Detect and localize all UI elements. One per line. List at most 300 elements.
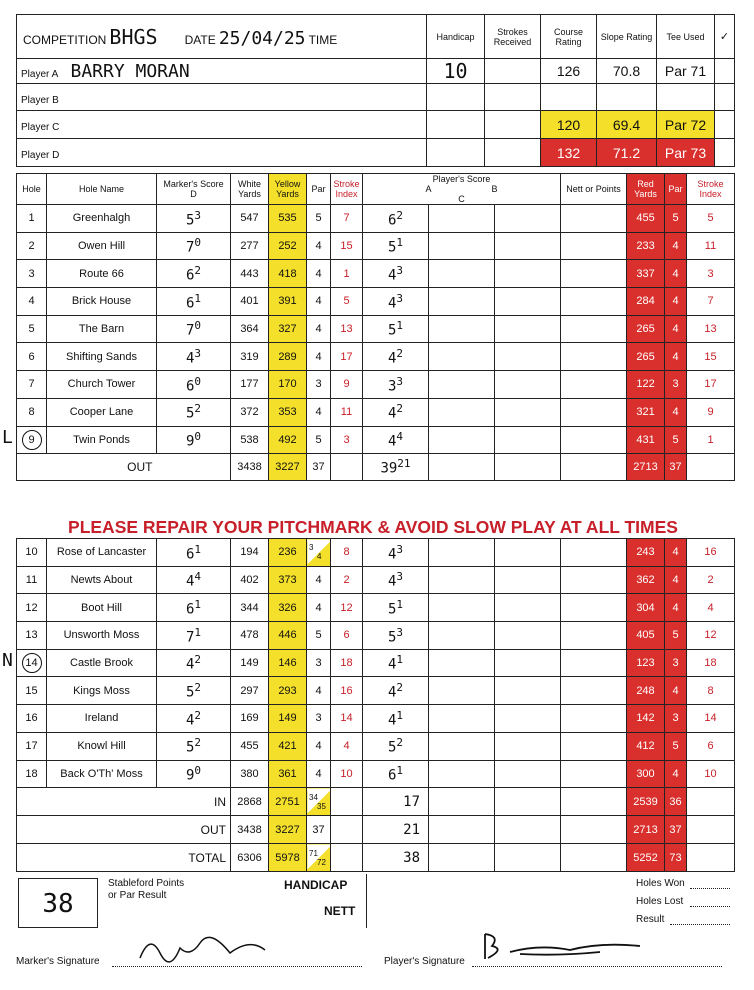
player-a-score-cell[interactable] <box>363 760 429 788</box>
marker-score-cell[interactable] <box>157 705 231 733</box>
handicap-nett-box[interactable] <box>366 874 596 928</box>
player-name-cell[interactable] <box>17 59 427 84</box>
player-b-score[interactable] <box>429 371 495 399</box>
white-yards: 372 <box>231 398 269 426</box>
hole-number-cell <box>17 594 47 622</box>
stroke-index: 1 <box>331 260 363 288</box>
yellow-yards: 326 <box>269 594 307 622</box>
player-c-score[interactable] <box>495 622 561 650</box>
hole-number-cell <box>17 205 47 233</box>
white-yards: 402 <box>231 566 269 594</box>
out-a <box>363 454 429 481</box>
hole-row <box>17 288 735 316</box>
front-nine-rows <box>17 205 735 454</box>
red-par: 4 <box>665 343 687 371</box>
total-b[interactable] <box>429 844 495 872</box>
player-b-score[interactable] <box>429 649 495 677</box>
holes-won-label: Holes Won <box>636 878 685 889</box>
col-a-label: A <box>425 184 432 194</box>
marker-score: 5 <box>185 739 195 756</box>
out-c <box>495 454 561 481</box>
nett-points[interactable] <box>561 760 627 788</box>
totals-rows <box>17 788 735 872</box>
player-a-score-cell[interactable] <box>363 539 429 567</box>
marker-score-cell[interactable] <box>157 315 231 343</box>
marker-score-cell[interactable] <box>157 649 231 677</box>
hole-name-header: Hole Name <box>47 174 157 205</box>
marker-points: 2 <box>194 736 202 750</box>
player-a-points: 3 <box>396 625 404 639</box>
players-score-header <box>363 174 561 205</box>
tee-par: Par 73 <box>657 139 715 167</box>
hole-par: 4 <box>307 398 331 426</box>
player-b-score[interactable] <box>429 705 495 733</box>
red-stroke-index: 6 <box>687 732 735 760</box>
player-b-score[interactable] <box>429 760 495 788</box>
red-stroke-index: 3 <box>687 260 735 288</box>
nett-points[interactable] <box>561 343 627 371</box>
nett-points[interactable] <box>561 649 627 677</box>
player-a-score-cell[interactable] <box>363 732 429 760</box>
nett-points[interactable] <box>561 594 627 622</box>
player-c-score[interactable] <box>495 732 561 760</box>
marker-score: 6 <box>185 546 195 563</box>
tee-tick[interactable] <box>715 139 735 167</box>
hole-number: 15 <box>25 684 38 697</box>
red-par: 5 <box>665 426 687 454</box>
marker-points: 0 <box>194 430 202 444</box>
hole-name: Cooper Lane <box>47 398 157 426</box>
hole-row <box>17 594 735 622</box>
player-c-score[interactable] <box>495 594 561 622</box>
white-yards: 443 <box>231 260 269 288</box>
marker-score-cell[interactable] <box>157 232 231 260</box>
header-table <box>16 14 735 167</box>
hole-name: Boot Hill <box>47 594 157 622</box>
red-par: 4 <box>665 566 687 594</box>
hole-name: Castle Brook <box>47 649 157 677</box>
hole-name: Newts About <box>47 566 157 594</box>
tee-tick[interactable] <box>715 111 735 139</box>
nett-points[interactable] <box>561 315 627 343</box>
player-a-score-cell[interactable] <box>363 371 429 399</box>
total-red-si <box>687 788 735 816</box>
hole-number-cell <box>17 705 47 733</box>
total-nett[interactable] <box>561 816 627 844</box>
red-stroke-index: 10 <box>687 760 735 788</box>
marker-score-cell[interactable] <box>157 594 231 622</box>
player-b-score[interactable] <box>429 260 495 288</box>
pitchmark-banner: PLEASE REPAIR YOUR PITCHMARK & AVOID SLOW PLAY AT ALL TIMES <box>68 517 678 537</box>
player-strokes[interactable] <box>485 59 541 84</box>
hole-number: 3 <box>28 267 35 280</box>
hole-par: 3 <box>307 649 331 677</box>
time-label: TIME <box>308 32 338 47</box>
marker-points: 3 <box>194 346 202 360</box>
hole-par-ladies: 4 <box>317 552 322 562</box>
nett-points[interactable] <box>561 205 627 233</box>
player-c-score[interactable] <box>495 760 561 788</box>
player-b-score[interactable] <box>429 315 495 343</box>
marker-score: 5 <box>185 212 195 229</box>
player-name-cell[interactable] <box>17 139 427 167</box>
total-a[interactable]: 38 <box>363 844 429 872</box>
nett-points[interactable] <box>561 732 627 760</box>
hole-row <box>17 566 735 594</box>
yellow-yards: 421 <box>269 732 307 760</box>
hole-name: Knowl Hill <box>47 732 157 760</box>
player-a-score-cell[interactable] <box>363 260 429 288</box>
player-a-score-cell[interactable] <box>363 622 429 650</box>
player-b-score[interactable] <box>429 677 495 705</box>
total-label: TOTAL <box>17 844 231 872</box>
result-line[interactable] <box>670 924 730 925</box>
player-a-score: 4 <box>387 267 397 284</box>
player-strokes[interactable] <box>485 139 541 167</box>
stroke-index: 9 <box>331 371 363 399</box>
marker-score-cell[interactable] <box>157 426 231 454</box>
total-a[interactable]: 17 <box>363 788 429 816</box>
red-yards: 243 <box>627 539 665 567</box>
marker-score-cell[interactable] <box>157 260 231 288</box>
player-handicap[interactable]: 10 <box>427 59 485 84</box>
player-b-score[interactable] <box>429 622 495 650</box>
marker-score: 9 <box>185 767 195 784</box>
player-b-score[interactable] <box>429 343 495 371</box>
players-score-label: Player's Score <box>432 174 491 184</box>
marker-score-cell[interactable] <box>157 677 231 705</box>
hole-number-cell <box>17 566 47 594</box>
hole-par: 4 <box>307 594 331 622</box>
player-b-score[interactable] <box>429 594 495 622</box>
player-handicap[interactable] <box>427 84 485 111</box>
yellow-yards: 418 <box>269 260 307 288</box>
player-a-points: 1 <box>396 764 404 778</box>
hole-name: Greenhalgh <box>47 205 157 233</box>
hole-name: Ireland <box>47 705 157 733</box>
result-label: Result <box>636 914 665 925</box>
player-b-score[interactable] <box>429 539 495 567</box>
yellow-yards: 353 <box>269 398 307 426</box>
tee-tick[interactable] <box>715 84 735 111</box>
hole-name: Owen Hill <box>47 232 157 260</box>
date-value: 25/04/25 <box>218 27 306 49</box>
player-name-cell[interactable] <box>17 111 427 139</box>
nett-points[interactable] <box>561 705 627 733</box>
nett-points[interactable] <box>561 260 627 288</box>
stableford-box[interactable] <box>18 878 98 928</box>
hole-number: 14 <box>22 653 42 673</box>
hole-number-cell <box>17 677 47 705</box>
player-a-score-cell[interactable] <box>363 343 429 371</box>
marker-score-cell[interactable] <box>157 539 231 567</box>
player-a-score: 4 <box>387 656 397 673</box>
player-c-score[interactable] <box>495 398 561 426</box>
nett-points[interactable] <box>561 566 627 594</box>
player-b-score[interactable] <box>429 205 495 233</box>
player-c-score[interactable] <box>495 649 561 677</box>
out-a-score: 39 <box>380 461 398 478</box>
hole-number: 6 <box>28 350 35 363</box>
red-yards: 405 <box>627 622 665 650</box>
hole-name: The Barn <box>47 315 157 343</box>
white-yards: 364 <box>231 315 269 343</box>
white-yards: 277 <box>231 232 269 260</box>
hole-number: 12 <box>25 601 38 614</box>
player-a-points: 1 <box>396 653 404 667</box>
tee-slope-rating: 70.8 <box>597 59 657 84</box>
players-section <box>17 59 735 167</box>
total-par-men: 71 <box>309 848 318 858</box>
nett-points[interactable] <box>561 398 627 426</box>
tick-cell: ✓ <box>715 15 735 59</box>
total-white: 2868 <box>231 788 269 816</box>
red-stroke-index: 18 <box>687 649 735 677</box>
marker-score-cell[interactable] <box>157 371 231 399</box>
player-c-score[interactable] <box>495 288 561 316</box>
nett-points[interactable] <box>561 677 627 705</box>
hole-row <box>17 205 735 233</box>
total-b[interactable] <box>429 816 495 844</box>
nett-points[interactable] <box>561 288 627 316</box>
player-handicap[interactable] <box>427 139 485 167</box>
red-par: 3 <box>665 649 687 677</box>
total-yellow: 3227 <box>269 816 307 844</box>
marker-score-cell[interactable] <box>157 760 231 788</box>
marker-score-cell[interactable] <box>157 288 231 316</box>
total-par <box>307 788 331 816</box>
total-c[interactable] <box>495 844 561 872</box>
player-a-points: 2 <box>396 346 404 360</box>
marker-score-cell[interactable] <box>157 622 231 650</box>
player-b-score[interactable] <box>429 398 495 426</box>
hole-par: 4 <box>307 677 331 705</box>
player-a-score-cell[interactable] <box>363 288 429 316</box>
yellow-yards-header: Yellow Yards <box>269 174 307 205</box>
yellow-yards: 236 <box>269 539 307 567</box>
player-a-points: 1 <box>396 597 404 611</box>
hole-number: 9 <box>22 430 42 450</box>
hole-par: 5 <box>307 622 331 650</box>
player-c-score[interactable] <box>495 205 561 233</box>
player-a-score: 4 <box>387 684 397 701</box>
nett-points[interactable] <box>561 539 627 567</box>
out-label: OUT <box>17 454 157 481</box>
red-yards: 304 <box>627 594 665 622</box>
player-handicap[interactable] <box>427 111 485 139</box>
total-nett[interactable] <box>561 788 627 816</box>
marker-score-cell[interactable] <box>157 732 231 760</box>
marker-score: 5 <box>185 684 195 701</box>
player-b-score[interactable] <box>429 426 495 454</box>
stroke-index: 17 <box>331 343 363 371</box>
hole-name: Twin Ponds <box>47 426 157 454</box>
player-row <box>17 139 735 167</box>
hole-number-cell <box>17 315 47 343</box>
hole-number-cell <box>17 732 47 760</box>
red-yards: 284 <box>627 288 665 316</box>
total-si <box>331 816 363 844</box>
hole-header: Hole <box>17 174 47 205</box>
hole-par: 4 <box>307 260 331 288</box>
player-a-score: 4 <box>387 350 397 367</box>
player-c-score[interactable] <box>495 232 561 260</box>
par-header: Par <box>307 174 331 205</box>
red-par: 3 <box>665 371 687 399</box>
hole-par: 5 <box>307 426 331 454</box>
total-white: 6306 <box>231 844 269 872</box>
white-yards: 401 <box>231 288 269 316</box>
total-c[interactable] <box>495 816 561 844</box>
slope-rating-header: Slope Rating <box>597 15 657 59</box>
players-signature-line[interactable] <box>472 966 722 967</box>
player-a-points: 3 <box>396 542 404 556</box>
total-a[interactable]: 21 <box>363 816 429 844</box>
player-c-score[interactable] <box>495 315 561 343</box>
total-red-si <box>687 844 735 872</box>
player-c-score[interactable] <box>495 705 561 733</box>
nett-points[interactable] <box>561 371 627 399</box>
holes-won-line[interactable] <box>690 888 730 889</box>
player-a-score: 4 <box>387 405 397 422</box>
tee-tick[interactable] <box>715 59 735 84</box>
tee-slope-rating: 71.2 <box>597 139 657 167</box>
marker-score-cell[interactable] <box>157 205 231 233</box>
out-par: 37 <box>307 454 331 481</box>
out-si <box>331 454 363 481</box>
hole-par: 5 <box>307 205 331 233</box>
hole-number: 13 <box>25 629 38 642</box>
hole-par: 4 <box>307 288 331 316</box>
yellow-yards: 170 <box>269 371 307 399</box>
red-stroke-index: 13 <box>687 315 735 343</box>
marker-score: 7 <box>185 322 195 339</box>
red-stroke-index: 9 <box>687 398 735 426</box>
marker-score-cell[interactable] <box>157 398 231 426</box>
player-c-score[interactable] <box>495 677 561 705</box>
player-c-score[interactable] <box>495 426 561 454</box>
player-c-score[interactable] <box>495 260 561 288</box>
red-par: 4 <box>665 315 687 343</box>
players-signature-scribble <box>480 924 650 964</box>
player-a-score-cell[interactable] <box>363 594 429 622</box>
total-c[interactable] <box>495 788 561 816</box>
player-name: BARRY MORAN <box>70 60 190 82</box>
player-a-score-cell[interactable] <box>363 677 429 705</box>
white-yards: 177 <box>231 371 269 399</box>
marker-points: 0 <box>194 374 202 388</box>
hole-row <box>17 260 735 288</box>
hole-number-cell <box>17 343 47 371</box>
red-par: 4 <box>665 398 687 426</box>
marker-points: 2 <box>194 263 202 277</box>
player-c-score[interactable] <box>495 371 561 399</box>
player-b-score[interactable] <box>429 566 495 594</box>
tee-used-header: Tee Used <box>657 15 715 59</box>
marker-score: 4 <box>185 656 195 673</box>
marker-score-cell[interactable] <box>157 566 231 594</box>
player-b-score[interactable] <box>429 232 495 260</box>
total-red-yards: 2539 <box>627 788 665 816</box>
red-par: 4 <box>665 594 687 622</box>
total-par <box>307 844 331 872</box>
player-name-cell[interactable] <box>17 84 427 111</box>
marker-points: 1 <box>194 291 202 305</box>
hole-number-cell <box>17 398 47 426</box>
player-a-score-cell[interactable] <box>363 398 429 426</box>
player-strokes[interactable] <box>485 111 541 139</box>
red-par: 3 <box>665 705 687 733</box>
stroke-index: 14 <box>331 705 363 733</box>
player-a-score-cell[interactable] <box>363 232 429 260</box>
marker-points: 0 <box>194 236 202 250</box>
stableford-label: Stableford Points or Par Result <box>108 878 185 901</box>
nett-points[interactable] <box>561 622 627 650</box>
total-b[interactable] <box>429 788 495 816</box>
player-c-score[interactable] <box>495 539 561 567</box>
tee-course-rating <box>541 84 597 111</box>
total-nett[interactable] <box>561 844 627 872</box>
player-strokes[interactable] <box>485 84 541 111</box>
total-label: IN <box>17 788 231 816</box>
player-a-score-cell[interactable] <box>363 649 429 677</box>
hole-number-cell <box>17 760 47 788</box>
player-b-score[interactable] <box>429 288 495 316</box>
out-red-yards: 2713 <box>627 454 665 481</box>
back-nine-rows <box>17 539 735 788</box>
players-signature-label: Player's Signature <box>384 956 465 967</box>
nett-points[interactable] <box>561 232 627 260</box>
marker-score-cell[interactable] <box>157 343 231 371</box>
total-red-yards: 2713 <box>627 816 665 844</box>
nett-points[interactable] <box>561 426 627 454</box>
out-red-si <box>687 454 735 481</box>
holes-lost-line[interactable] <box>690 906 730 907</box>
yellow-yards: 146 <box>269 649 307 677</box>
player-row <box>17 84 735 111</box>
red-stroke-index: 2 <box>687 566 735 594</box>
marker-points: 2 <box>194 653 202 667</box>
red-par: 4 <box>665 539 687 567</box>
player-a-score-cell[interactable] <box>363 705 429 733</box>
player-a-score-cell[interactable] <box>363 315 429 343</box>
hole-par: 4 <box>307 760 331 788</box>
red-stroke-index: 12 <box>687 622 735 650</box>
nett-header: Nett or Points <box>561 174 627 205</box>
player-c-score[interactable] <box>495 343 561 371</box>
player-a-score: 4 <box>387 295 397 312</box>
player-b-score[interactable] <box>429 732 495 760</box>
red-par: 4 <box>665 677 687 705</box>
red-stroke-index: 1 <box>687 426 735 454</box>
red-stroke-index: 14 <box>687 705 735 733</box>
player-a-score-cell[interactable] <box>363 205 429 233</box>
player-a-score-cell[interactable] <box>363 566 429 594</box>
hole-row <box>17 343 735 371</box>
red-stroke-index: 7 <box>687 288 735 316</box>
stroke-index: 7 <box>331 205 363 233</box>
player-a-points: 3 <box>396 570 404 584</box>
marker-score: 5 <box>185 405 195 422</box>
red-yards: 265 <box>627 315 665 343</box>
stroke-index: 12 <box>331 594 363 622</box>
yellow-yards: 373 <box>269 566 307 594</box>
player-c-score[interactable] <box>495 566 561 594</box>
total-par-ladies: 35 <box>317 801 326 811</box>
player-a-score-cell[interactable] <box>363 426 429 454</box>
red-stroke-index: 5 <box>687 205 735 233</box>
marker-score: 4 <box>185 712 195 729</box>
